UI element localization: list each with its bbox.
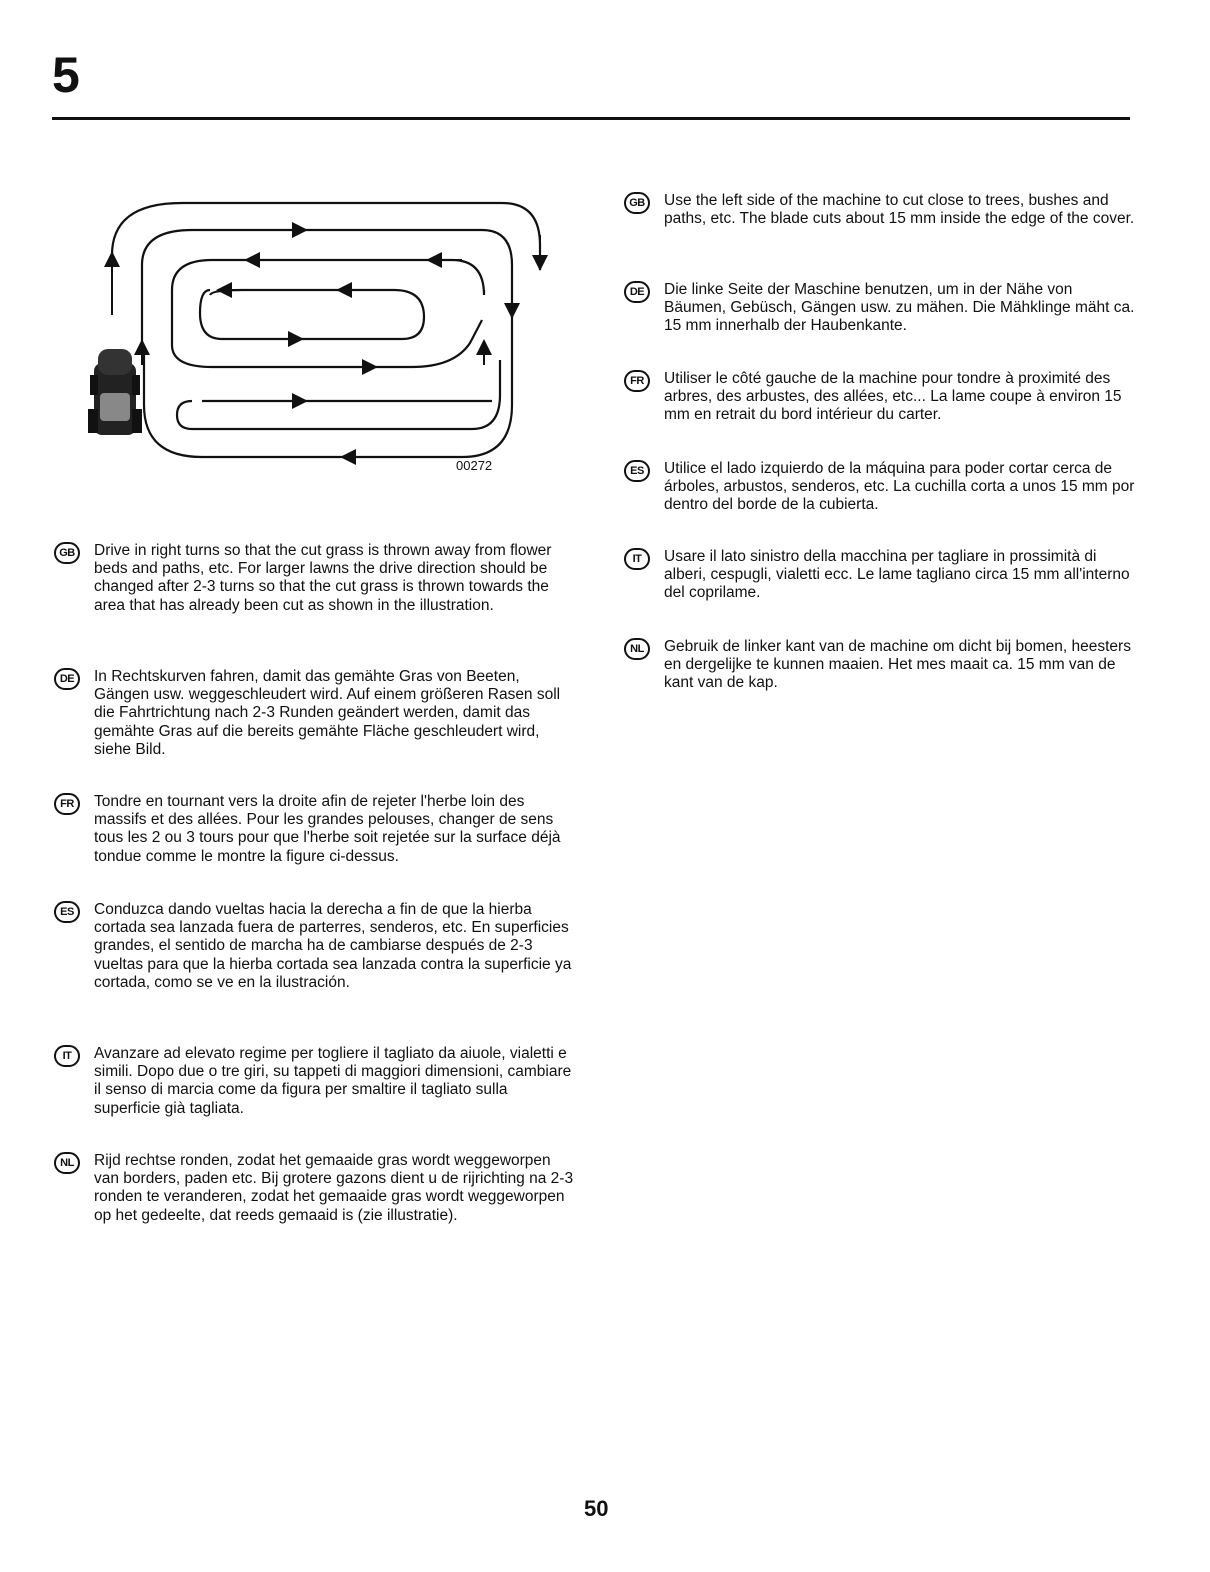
instruction-text: Conduzca dando vueltas hacia la derecha a fin de que la hierba cortada sea lanzada fuera de parterres, senderos, etc. En superficies grandes, el sentido de marcha ha de cambiarse después de 2-3 vueltas para que la hierba cortada sea lanzada contra la superficie ya cortada, como se ve en la ilustración. <box>94 901 572 991</box>
lang-badge-fr: FR <box>624 370 650 392</box>
instruction-text: Drive in right turns so that the cut grass is thrown away from flower beds and paths, etc. For larger lawns the drive direction should be changed after 2-3 turns so that the cut grass is thrown towards the area that has already been cut as shown in the illustration. <box>94 542 552 614</box>
page-number: 50 <box>584 1496 609 1521</box>
lang-badge-de: DE <box>624 281 650 303</box>
instruction-es-left <box>54 901 574 1013</box>
instruction-it-left <box>54 1045 574 1123</box>
instruction-fr-right <box>624 370 1139 430</box>
lang-badge-gb: GB <box>54 542 80 564</box>
lang-badge-es: ES <box>624 460 650 482</box>
instruction-text: Avanzare ad elevato regime per togliere il tagliato da aiuole, vialetti e simili. Dopo due o tre giri, su tappeti di maggiori dimensioni, cambiare il senso di marcia come da figura per smaltire il tagliato sulla superficie già tagliata. <box>94 1045 572 1117</box>
instruction-nl-right <box>624 638 1139 698</box>
instruction-text: Usare il lato sinistro della macchina per tagliare in prossimità di alberi, cespugli, vialetti ecc. Le lame tagliano circa 15 mm all'interno del coprilame. <box>664 548 1130 602</box>
lang-badge-es: ES <box>54 901 80 923</box>
lang-badge-nl: NL <box>624 638 650 660</box>
instruction-gb-right <box>624 192 1139 252</box>
instruction-it-right <box>624 548 1139 608</box>
lang-badge-it: IT <box>54 1045 80 1067</box>
instruction-text: Rijd rechtse ronden, zodat het gemaaide gras wordt weggeworpen van borders, paden etc. Bij grotere gazons dient u de rijrichting na 2-3 ronden te veranderen, zodat het gemaaide gras wordt weggeworpen op het gedeelte, dat reeds gemaaid is (zie illustratie). <box>94 1152 574 1224</box>
instruction-es-right <box>624 460 1139 520</box>
lang-badge-de: DE <box>54 668 80 690</box>
mowing-pattern-figure <box>82 195 552 485</box>
lang-badge-gb: GB <box>624 192 650 214</box>
instruction-text: Use the left side of the machine to cut close to trees, bushes and paths, etc. The blade cuts about 15 mm inside the edge of the cover. <box>664 192 1135 228</box>
instruction-nl-left <box>54 1152 574 1247</box>
instruction-fr-left <box>54 793 574 871</box>
instruction-gb-left <box>54 542 574 637</box>
lang-badge-fr: FR <box>54 793 80 815</box>
instruction-text: In Rechtskurven fahren, damit das gemähte Gras von Beeten, Gängen usw. weggeschleudert wird. Auf einem größeren Rasen soll die Fahrtrichtung nach 2-3 Runden geändert werden, damit das gemähte Gras auf die bereits gemähte Fläche geschleudert wird, siehe Bild. <box>94 668 561 758</box>
instruction-text: Die linke Seite der Maschine benutzen, um in der Nähe von Bäumen, Gebüsch, Gängen usw. zu mähen. Die Mähklinge mäht ca. 15 mm innerhalb der Haubenkante. <box>664 281 1135 335</box>
instruction-text: Gebruik de linker kant van de machine om dicht bij bomen, heesters en dergelijke te kunnen maaien. Het mes maait ca. 15 mm van de kant van de kap. <box>664 638 1131 692</box>
tractor-icon <box>88 349 142 435</box>
spiral-path-diagram <box>82 195 552 485</box>
instruction-de-left <box>54 668 574 763</box>
figure-code: 00272 <box>456 458 493 473</box>
instruction-text: Utilice el lado izquierdo de la máquina para poder cortar cerca de árboles, arbustos, senderos, etc. La cuchilla corta a unos 15 mm por dentro del borde de la cubierta. <box>664 460 1135 514</box>
header-rule <box>52 117 1130 120</box>
lang-badge-it: IT <box>624 548 650 570</box>
lang-badge-nl: NL <box>54 1152 80 1174</box>
section-number: 5 <box>52 47 79 103</box>
instruction-text: Utiliser le côté gauche de la machine pour tondre à proximité des arbres, des arbustes, des allées, etc... La lame coupe à environ 15 mm en retrait du bord intérieur du carter. <box>664 370 1122 424</box>
instruction-text: Tondre en tournant vers la droite afin de rejeter l'herbe loin des massifs et des allées. Pour les grandes pelouses, changer de sens tous les 2 ou 3 tours pour que l'herbe soit rejetée sur la surface déjà tondue comme le montre la figure ci-dessus. <box>94 793 561 865</box>
instruction-de-right <box>624 281 1139 341</box>
